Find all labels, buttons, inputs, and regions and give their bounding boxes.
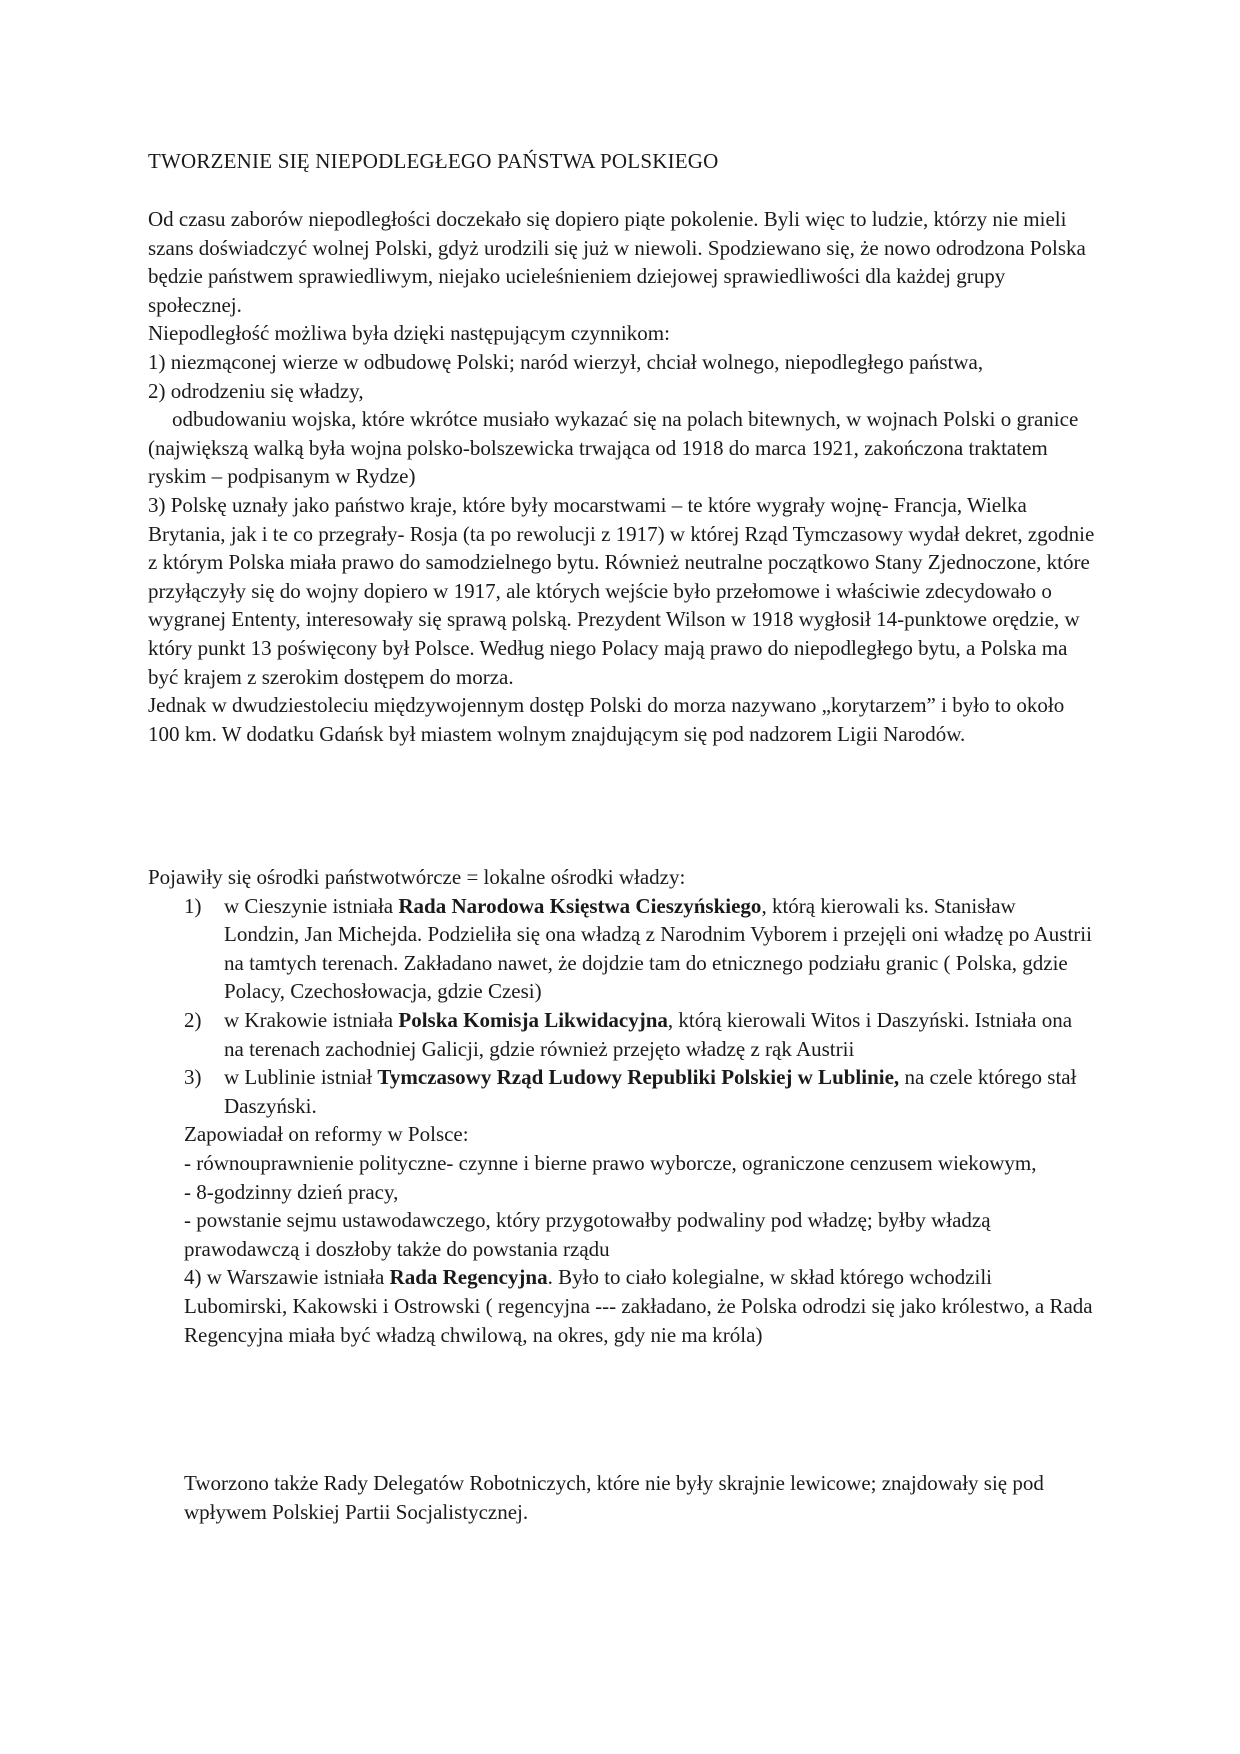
center-name: Rada Regencyjna [389, 1265, 548, 1290]
intro-paragraph: Od czasu zaborów niepodległości doczekało się dopiero piąte pokolenie. Byli więc to ludzie, którzy nie mieli szans doświadczyć wolnej Polski, gdyż urodzili się już w niewoli. Spodziewano się, że nowo odrodzona Polska będzie państwem sprawiedliwym, niejako ucieleśnieniem dziejowej sprawiedliwości dla każdej grupy społecznej. [148, 207, 1086, 317]
centers-list [148, 892, 1096, 1121]
center-text-pre: w Krakowie istniała [224, 1007, 399, 1032]
center-item [148, 892, 1096, 1006]
factors-lead: Niepodległość możliwa była dzięki następującym czynnikom: [148, 321, 670, 346]
reform-item: - równouprawnienie polityczne- czynne i bierne prawo wyborcze, ograniczone cenzusem wiekowym, [184, 1150, 1037, 1175]
document-title: TWORZENIE SIĘ NIEPODLEGŁEGO PAŃSTWA POLSKIEGO [148, 149, 719, 173]
centers-section [148, 863, 1096, 1349]
center-number: 2) [184, 1007, 202, 1032]
intro-section [148, 205, 1096, 748]
closing-section [184, 1469, 1096, 1526]
reforms-block [148, 1120, 1096, 1349]
reform-item: - powstanie sejmu ustawodawczego, który przygotowałby podwaliny pod władzę; byłby władzą prawodawczą i doszłoby także do powstania rządu [184, 1208, 991, 1261]
center-text-post: na czele którego stał Daszyński. [224, 1065, 1077, 1118]
corridor-paragraph: Jednak w dwudziestoleciu międzywojennym dostęp Polski do morza nazywano „korytarzem” i było to około 100 km. W dodatku Gdańsk był miastem wolnym znajdującym się pod nadzorem Ligii Narodów. [148, 693, 1065, 746]
center-text-post: , którą kierowali Witos i Daszyński. Istniała ona na terenach zachodniej Galicji, gdzie również przejęto władzę z rąk Austrii [224, 1007, 1073, 1061]
center-name: Tymczasowy Rząd Ludowy Republiki Polskiej w Lublinie, [377, 1065, 900, 1090]
center-text-post: . Było to ciało kolegialne, w skład którego wchodzili Lubomirski, Kakowski i Ostrowski ( regencyjna --- zakładano, że Polska odrodzi się jako królestwo, a Rada Regencyjna miała być władzą chwilową, na okres, gdy nie ma króla) [184, 1265, 1093, 1347]
center-text-pre: 4) w Warszawie istniała [184, 1265, 390, 1290]
center-item-4 [184, 1263, 1096, 1349]
reform-item: - 8-godzinny dzień pracy, [184, 1179, 399, 1204]
reforms-lead: Zapowiadał on reformy w Polsce: [184, 1122, 469, 1147]
center-number: 3) [184, 1065, 202, 1090]
center-item [148, 1063, 1096, 1120]
center-text-pre: w Cieszynie istniała [224, 893, 399, 918]
closing-paragraph: Tworzono także Rady Delegatów Robotniczych, które nie były skrajnie lewicowe; znajdowały się pod wpływem Polskiej Partii Socjalistycznej. [184, 1471, 1044, 1524]
center-text-post: , którą kierowali ks. Stanisław Londzin, Jan Michejda. Podzieliła się ona władzą z Narodnim Vyborem i przejęli oni władzę po Austrii na tamtych terenach. Zakładano nawet, że dojdzie tam do etnicznego podziału granic ( Polska, gdzie Polacy, Czechosłowacja, gdzie Czesi) [224, 893, 1092, 1004]
centers-lead: Pojawiły się ośrodki państwotwórcze = lokalne ośrodki władzy: [148, 865, 686, 889]
factor-1: 1) niezmąconej wierze w odbudowę Polski; naród wierzył, chciał wolnego, niepodległego państwa, [148, 349, 984, 374]
center-item [148, 1006, 1096, 1063]
factor-2: 2) odrodzeniu się władzy, [148, 378, 364, 403]
center-name: Polska Komisja Likwidacyjna [398, 1007, 668, 1032]
center-name: Rada Narodowa Księstwa Cieszyńskiego [398, 893, 762, 918]
center-text-pre: w Lublinie istniał [224, 1065, 378, 1090]
factor-3: 3) Polskę uznały jako państwo kraje, które były mocarstwami – te które wygrały wojnę- Francja, Wielka Brytania, jak i te co przegrały- Rosja (ta po rewolucji z 1917) w której Rząd Tymczasowy wydał dekret, zgodnie z którym Polska miała prawo do samodzielnego bytu. Również neutralne początkowo Stany Zjednoczone, które przyłączyły się do wojny dopiero w 1917, ale których wejście było przełomowe i właściwie zdecydowało o wygranej Ententy, interesowały się sprawą polską. Prezydent Wilson w 1918 wygłosił 14-punktowe orędzie, w który punkt 13 poświęcony był Polsce. Według niego Polacy mają prawo do niepodległego bytu, a Polska ma być krajem z szerokim dostępem do morza. [148, 492, 1095, 689]
factor-2-continuation: odbudowaniu wojska, które wkrótce musiało wykazać się na polach bitewnych, w wojnach Polski o granice (największą walką była wojna polsko-bolszewicka trwająca od 1918 do marca 1921, zakończona traktatem ryskim – podpisanym w Rydze) [148, 407, 1079, 489]
center-number: 1) [184, 893, 202, 918]
